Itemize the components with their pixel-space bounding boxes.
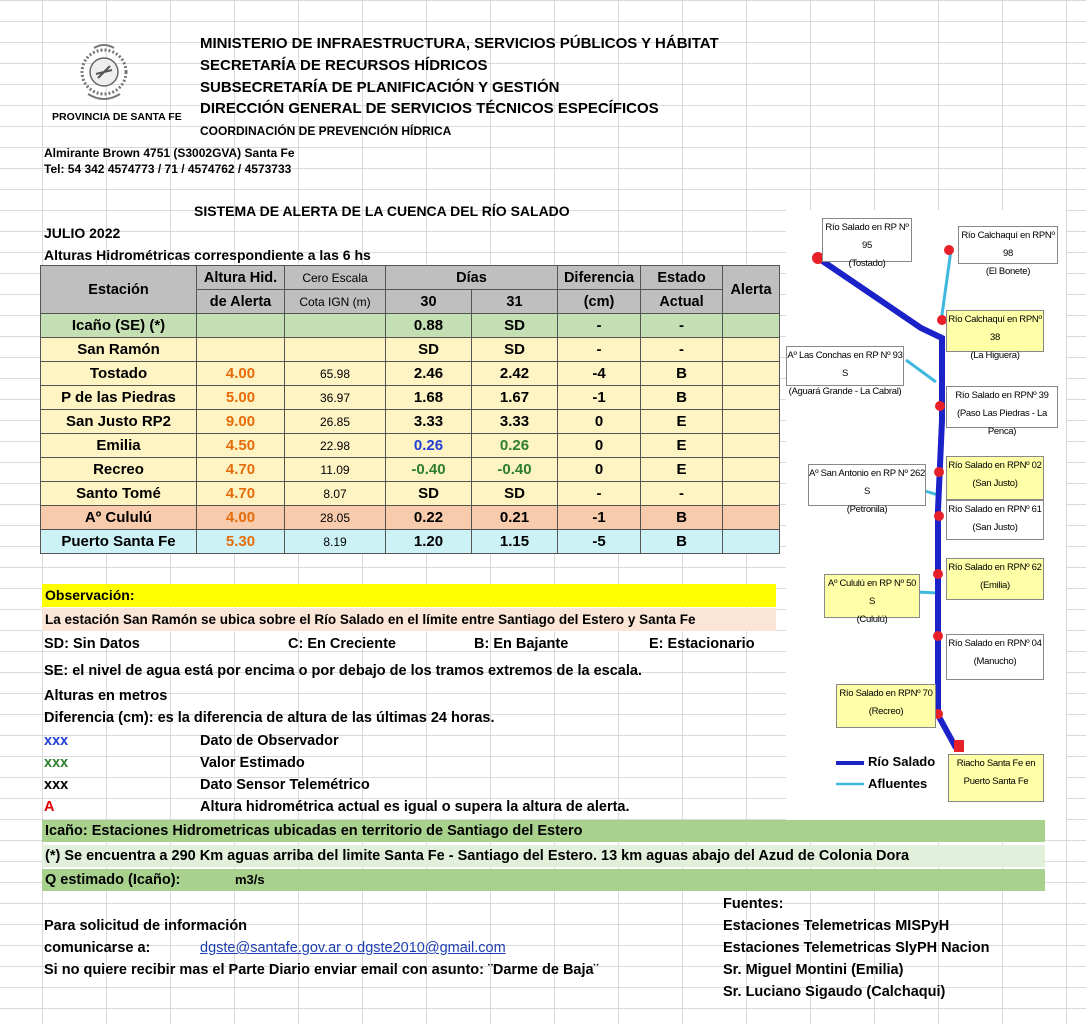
- data-source-description: Valor Estimado: [200, 755, 305, 771]
- day-30-cell: 0.88: [386, 314, 472, 338]
- difference-cell: 0: [558, 434, 641, 458]
- alert-height-cell: 5.00: [197, 386, 285, 410]
- day-30-cell: -0.40: [386, 458, 472, 482]
- map-station-name: Río Salado en RPNº 39: [955, 390, 1049, 401]
- data-source-description: Altura hidrométrica actual es igual o supera la altura de alerta.: [200, 799, 630, 815]
- q-estimated-row: [42, 869, 1045, 891]
- station-dot: [933, 631, 943, 641]
- station-cell: Aº Cululú: [41, 506, 197, 530]
- day-30-cell: 2.46: [386, 362, 472, 386]
- col-header-day-30: 30: [386, 290, 472, 314]
- col-header-station: Estación: [41, 266, 197, 314]
- alert-flag-cell: [723, 362, 780, 386]
- state-cell: E: [641, 434, 723, 458]
- data-source-description: Dato Sensor Telemétrico: [200, 777, 370, 793]
- station-cell: San Ramón: [41, 338, 197, 362]
- station-dot: [933, 569, 943, 579]
- phone: Tel: 54 342 4574773 / 71 / 4574762 / 4573733: [44, 162, 292, 176]
- station-dot: [934, 511, 944, 521]
- col-header-zero-2: Cota IGN (m): [285, 290, 386, 314]
- code-sd: SD: Sin Datos: [44, 636, 140, 652]
- alert-height-cell: [197, 338, 285, 362]
- difference-cell: -5: [558, 530, 641, 554]
- source-item: Sr. Luciano Sigaudo (Calchaqui): [723, 984, 946, 1000]
- system-title: SISTEMA DE ALERTA DE LA CUENCA DEL RÍO SALADO: [194, 203, 570, 219]
- day-31-cell: SD: [472, 482, 558, 506]
- data-source-code: xxx: [44, 733, 69, 749]
- state-cell: E: [641, 458, 723, 482]
- map-station-label: [808, 464, 926, 515]
- map-station-name: Río Salado en RP Nº 95: [825, 222, 909, 251]
- alert-height-cell: 5.30: [197, 530, 285, 554]
- day-31-cell: SD: [472, 338, 558, 362]
- source-item: Estaciones Telemetricas SlyPH Nacion: [723, 940, 990, 956]
- heights-note: Alturas Hidrométricas correspondiente a las 6 hs: [44, 247, 371, 263]
- map-station-place: (El Bonete): [985, 266, 1031, 277]
- col-header-state-2: Actual: [641, 290, 723, 314]
- code-e: E: Estacionario: [649, 636, 755, 652]
- station-cell: San Justo RP2: [41, 410, 197, 434]
- state-cell: -: [641, 338, 723, 362]
- day-31-cell: 1.67: [472, 386, 558, 410]
- map-station-label: [946, 456, 1044, 500]
- table-row: [41, 314, 780, 338]
- map-station-name: Río Calchaquí en RPNº 38: [948, 314, 1042, 343]
- legend-tributary-label: Afluentes: [868, 776, 928, 791]
- alert-flag-cell: [723, 386, 780, 410]
- map-station-place: Puerto Santa Fe: [963, 776, 1029, 787]
- code-se: SE: el nivel de agua está por encima o por debajo de los tramos extremos de la escala.: [44, 663, 642, 679]
- source-item: Estaciones Telemetricas MISPyH: [723, 918, 950, 934]
- col-header-state-1: Estado: [641, 266, 723, 290]
- alert-height-cell: 4.00: [197, 362, 285, 386]
- header-line-3: SUBSECRETARÍA DE PLANIFICACIÓN Y GESTIÓN: [200, 79, 560, 96]
- map-station-name: Río Salado en RPNº 62: [948, 562, 1042, 573]
- zero-scale-cell: 8.07: [285, 482, 386, 506]
- station-dot: [934, 467, 944, 477]
- difference-cell: 0: [558, 458, 641, 482]
- day-31-cell: 0.21: [472, 506, 558, 530]
- station-cell: Emilia: [41, 434, 197, 458]
- map-station-place: (Recreo): [868, 706, 904, 717]
- alert-flag-cell: [723, 482, 780, 506]
- zero-scale-cell: 28.05: [285, 506, 386, 530]
- difference-cell: -: [558, 338, 641, 362]
- map-station-label: [948, 754, 1044, 802]
- q-estimated-unit: m3/s: [235, 872, 265, 887]
- table-row: [41, 458, 780, 482]
- col-header-alert: Alerta: [723, 266, 780, 314]
- map-station-place: (Manucho): [973, 656, 1017, 667]
- code-c: C: En Creciente: [288, 636, 396, 652]
- day-31-cell: 1.15: [472, 530, 558, 554]
- day-30-cell: 3.33: [386, 410, 472, 434]
- map-station-name: Aº Cululú en RP Nº 50 S: [827, 578, 917, 607]
- observation-text: La estación San Ramón se ubica sobre el Río Salado en el límite entre Santiago del Estero y Santa Fe: [42, 608, 776, 631]
- map-station-label: [786, 346, 904, 397]
- col-header-days: Días: [386, 266, 558, 290]
- report-month: JULIO 2022: [44, 225, 121, 241]
- station-dot: [935, 401, 945, 411]
- data-source-code: xxx: [44, 777, 69, 793]
- map-station-label: [946, 386, 1058, 437]
- day-30-cell: 0.26: [386, 434, 472, 458]
- zero-scale-cell: 26.85: [285, 410, 386, 434]
- table-row: [41, 338, 780, 362]
- map-station-label: [946, 634, 1044, 680]
- state-cell: -: [641, 482, 723, 506]
- zero-scale-cell: 8.19: [285, 530, 386, 554]
- alert-flag-cell: [723, 410, 780, 434]
- observation-title: Observación:: [42, 584, 776, 607]
- map-station-place: (Paso Las Piedras - La Penca): [956, 408, 1048, 437]
- map-station-place: (San Justo): [972, 478, 1018, 489]
- day-31-cell: -0.40: [472, 458, 558, 482]
- station-cell: Tostado: [41, 362, 197, 386]
- map-station-place: (Petronila): [846, 504, 888, 515]
- state-cell: B: [641, 530, 723, 554]
- map-station-name: Río Salado en RPNº 02: [948, 460, 1042, 471]
- difference-cell: 0: [558, 410, 641, 434]
- map-station-place: (La Higuera): [970, 350, 1020, 361]
- map-station-label: [824, 574, 920, 625]
- station-cell: Recreo: [41, 458, 197, 482]
- map-station-place: (San Justo): [972, 522, 1018, 533]
- alert-flag-cell: [723, 314, 780, 338]
- map-station-label: [946, 310, 1044, 361]
- data-source-code: A: [44, 799, 55, 815]
- map-station-place: (Emilia): [980, 580, 1010, 591]
- sources-title: Fuentes:: [723, 896, 784, 912]
- data-source-description: Dato de Observador: [200, 733, 339, 749]
- map-station-label: [836, 684, 936, 728]
- day-31-cell: SD: [472, 314, 558, 338]
- state-cell: B: [641, 386, 723, 410]
- zero-scale-cell: 65.98: [285, 362, 386, 386]
- col-header-day-31: 31: [472, 290, 558, 314]
- table-row: [41, 386, 780, 410]
- source-item: Sr. Miguel Montini (Emilia): [723, 962, 904, 978]
- station-cell: Santo Tomé: [41, 482, 197, 506]
- col-header-diff-2: (cm): [558, 290, 641, 314]
- request-info: Para solicitud de información: [44, 918, 248, 934]
- difference-cell: -1: [558, 386, 641, 410]
- alert-flag-cell: [723, 530, 780, 554]
- state-cell: B: [641, 362, 723, 386]
- alert-height-cell: 4.70: [197, 458, 285, 482]
- col-header-diff-1: Diferencia: [558, 266, 641, 290]
- map-station-label: [958, 226, 1058, 277]
- map-station-place: (Tostado): [848, 258, 886, 269]
- terminal-station-marker: [954, 740, 964, 752]
- map-station-name: Río Salado en RPNº 61: [948, 504, 1042, 515]
- col-header-alert-height-2: de Alerta: [197, 290, 285, 314]
- table-row: [41, 434, 780, 458]
- map-station-place: (Cululú): [856, 614, 888, 625]
- day-30-cell: SD: [386, 338, 472, 362]
- contact-label: comunicarse a:: [44, 940, 151, 956]
- alert-height-cell: 4.50: [197, 434, 285, 458]
- table-row: [41, 530, 780, 554]
- day-31-cell: 3.33: [472, 410, 558, 434]
- alert-height-cell: 9.00: [197, 410, 285, 434]
- header-line-1: MINISTERIO DE INFRAESTRUCTURA, SERVICIOS PÚBLICOS Y HÁBITAT: [200, 35, 719, 52]
- day-30-cell: 1.68: [386, 386, 472, 410]
- river-basin-map: [786, 210, 1066, 820]
- zero-scale-cell: 11.09: [285, 458, 386, 482]
- map-station-label: [822, 218, 912, 269]
- station-cell: P de las Piedras: [41, 386, 197, 410]
- alert-flag-cell: [723, 338, 780, 362]
- station-cell: Icaño (SE) (*): [41, 314, 197, 338]
- table-row: [41, 482, 780, 506]
- code-b: B: En Bajante: [474, 636, 569, 652]
- state-cell: -: [641, 314, 723, 338]
- day-31-cell: 0.26: [472, 434, 558, 458]
- icano-note: Icaño: Estaciones Hidrometricas ubicadas en territorio de Santiago del Estero: [42, 820, 1045, 842]
- map-station-name: Aº Las Conchas en RP Nº 93 S: [787, 350, 903, 379]
- map-station-name: Riacho Santa Fe en: [956, 758, 1036, 769]
- col-header-alert-height-1: Altura Hid.: [197, 266, 285, 290]
- alert-flag-cell: [723, 458, 780, 482]
- zero-scale-cell: 22.98: [285, 434, 386, 458]
- meters-note: Alturas en metros: [44, 688, 168, 704]
- data-source-code: xxx: [44, 755, 69, 771]
- zero-scale-cell: 36.97: [285, 386, 386, 410]
- header-line-2: SECRETARÍA DE RECURSOS HÍDRICOS: [200, 57, 488, 74]
- alert-height-cell: 4.70: [197, 482, 285, 506]
- difference-cell: -4: [558, 362, 641, 386]
- coordination-label: COORDINACIÓN DE PREVENCIÓN HÍDRICA: [200, 124, 452, 138]
- unsubscribe-note: Si no quiere recibir mas el Parte Diario enviar email con asunto: ¨Darme de Baja¨: [44, 962, 599, 978]
- province-seal-icon: [74, 40, 134, 110]
- difference-cell: -: [558, 314, 641, 338]
- alert-height-cell: [197, 314, 285, 338]
- table-row: [41, 362, 780, 386]
- map-station-name: Río Salado en RPNº 04: [948, 638, 1042, 649]
- zero-scale-cell: [285, 338, 386, 362]
- day-30-cell: SD: [386, 482, 472, 506]
- contact-emails-link[interactable]: dgste@santafe.gov.ar o dgste2010@gmail.com: [200, 940, 506, 956]
- map-station-name: Aº San Antonio en RP Nº 262 S: [809, 468, 925, 497]
- alert-height-cell: 4.00: [197, 506, 285, 530]
- zero-scale-cell: [285, 314, 386, 338]
- province-label: PROVINCIA DE SANTA FE: [52, 111, 182, 123]
- header-line-4: DIRECCIÓN GENERAL DE SERVICIOS TÉCNICOS ESPECÍFICOS: [200, 100, 659, 117]
- q-estimated-label: Q estimado (Icaño):: [45, 872, 181, 888]
- table-row: [41, 506, 780, 530]
- map-station-label: [946, 500, 1044, 540]
- map-station-name: Río Salado en RPNº 70: [839, 688, 933, 699]
- difference-cell: -: [558, 482, 641, 506]
- station-dot: [944, 245, 954, 255]
- table-row: [41, 410, 780, 434]
- day-30-cell: 1.20: [386, 530, 472, 554]
- map-station-place: (Aguará Grande - La Cabral): [788, 386, 902, 397]
- day-30-cell: 0.22: [386, 506, 472, 530]
- col-header-zero-1: Cero Escala: [285, 266, 386, 290]
- address: Almirante Brown 4751 (S3002GVA) Santa Fe: [44, 146, 295, 160]
- asterisk-note: (*) Se encuentra a 290 Km aguas arriba del limite Santa Fe - Santiago del Estero. 13 km aguas abajo del Azud de Colonia Dora: [42, 845, 1045, 867]
- state-cell: E: [641, 410, 723, 434]
- hydrometric-table: [40, 265, 780, 554]
- state-cell: B: [641, 506, 723, 530]
- map-station-name: Río Calchaquí en RPNº 98: [961, 230, 1055, 259]
- day-31-cell: 2.42: [472, 362, 558, 386]
- alert-flag-cell: [723, 434, 780, 458]
- alert-flag-cell: [723, 506, 780, 530]
- station-cell: Puerto Santa Fe: [41, 530, 197, 554]
- difference-cell: -1: [558, 506, 641, 530]
- legend-main-label: Río Salado: [868, 754, 936, 769]
- map-station-label: [946, 558, 1044, 600]
- diff-note: Diferencia (cm): es la diferencia de altura de las últimas 24 horas.: [44, 710, 495, 726]
